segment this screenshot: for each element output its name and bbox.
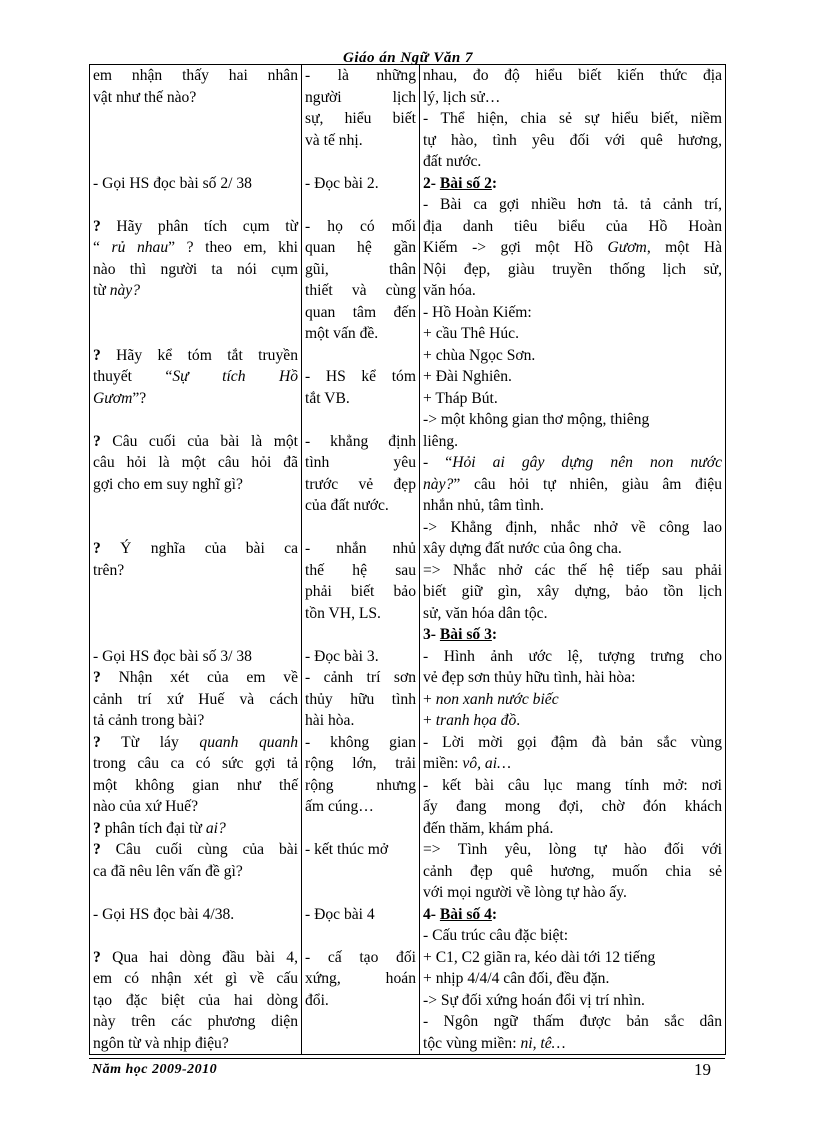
teacher-line [93,194,298,216]
content-line: + tranh họa đồ. [423,712,521,729]
teacher-line: “ rủ nhau” ? theo em, khi [93,239,298,256]
teacher-line: gợi cho em suy nghĩ gì? [93,475,243,493]
footer-rule [89,1058,725,1059]
teacher-line: ? phân tích đại từ ai? [93,819,226,837]
student-line: ấm cúng… [305,798,374,815]
teacher-cell [90,517,302,646]
student-line: tồn VH, LS. [305,604,381,622]
content-line: -> Khẳng định, nhắc nhở về công lao [423,518,722,536]
teacher-line: Gươm”? [93,389,147,407]
student-cell [302,839,420,947]
content-line: xây dựng đất nước của ông cha. [423,540,622,557]
table-row [90,646,726,732]
table-row [90,65,726,173]
student-cell [302,947,420,1055]
student-line: - họ có mối [305,217,416,235]
teacher-cell [90,732,302,840]
page-number: 19 [694,1060,711,1079]
teacher-cell [90,173,302,345]
table-row [90,173,726,345]
content-line: miền: vô, ai… [423,755,511,772]
lesson-table [89,64,726,1055]
table-row [90,345,726,431]
teacher-line: này trên các phương diện [93,1013,298,1030]
teacher-cell [90,65,302,173]
student-line: - Đọc bài 4 [305,905,375,923]
content-line: -> Sự đối xứng hoán đổi vị trí nhìn. [423,991,645,1009]
content-line: + Đài Nghiên. [423,368,512,385]
student-line [305,1033,416,1055]
content-cell [420,839,726,947]
student-line: thiết và cùng [305,282,416,299]
student-line: - là những [305,67,416,84]
teacher-line: - Gọi HS đọc bài 4/38. [93,905,235,923]
content-line: + C1, C2 giãn ra, kéo dài tới 12 tiếng [423,948,656,966]
content-line: liêng. [423,432,459,450]
content-line: biết giữ gìn, xây dựng, bảo tồn lịch [423,583,722,600]
content-line: - Lời mời gọi đậm đà bản sắc vùng [423,733,722,751]
content-line: nhau, đo độ hiểu biết kiến thức địa [423,67,722,84]
table-row [90,947,726,1055]
teacher-line: em có nhận xét gì về cấu [93,970,298,987]
content-cell [420,947,726,1055]
table-row [90,517,726,646]
teacher-line: ? Nhận xét của em về [93,669,298,686]
student-line: - HS kể tóm [305,368,416,385]
content-line: + cầu Thê Húc. [423,325,519,342]
teacher-line: ? Hãy phân tích cụm từ [93,217,298,235]
section-heading: 3- Bài số 3: [423,626,498,643]
teacher-line: vật như thế nào? [93,88,197,106]
student-cell [302,345,420,431]
student-cell [302,65,420,173]
content-line: - Hồ Hoàn Kiếm: [423,303,532,321]
content-line: - kết bài câu lục mang tính mở: nơi [423,776,722,794]
student-line [305,818,416,840]
content-line: + non xanh nước biếc [423,690,559,708]
teacher-line [93,108,298,130]
content-cell [420,431,726,517]
student-line: gũi, thân [305,260,416,278]
content-line: + nhịp 4/4/4 cân đối, đều đặn. [423,970,610,987]
content-line: với mọi người về lòng tự hào ấy. [423,884,627,901]
teacher-line: - Gọi HS đọc bài số 2/ 38 [93,174,252,192]
student-line [305,194,416,216]
student-line: phải biết bảo [305,583,416,600]
content-line: - Thể hiện, chia sẻ sự hiểu biết, niềm [423,110,722,127]
teacher-line: nào của xứ Huế? [93,798,198,815]
table-row [90,839,726,947]
teacher-line: ? Qua hai dòng đầu bài 4, [93,948,298,966]
table-row [90,431,726,517]
student-line: sự, hiểu biết [305,110,416,127]
teacher-line [93,302,298,324]
teacher-line [93,624,298,646]
student-cell [302,517,420,646]
teacher-line: - Gọi HS đọc bài số 3/ 38 [93,647,252,665]
student-line: một vấn đề. [305,325,379,342]
student-cell [302,431,420,517]
section-heading: 4- Bài số 4: [423,905,498,923]
student-line: rộng lớn, trải [305,755,416,772]
content-line: -> một không gian thơ mộng, thiêng [423,411,650,428]
content-line: đến thăm, khám phá. [423,819,554,837]
content-line: vẻ đẹp sơn thủy hữu tình, hài hòa: [423,669,636,686]
content-line: cảnh đẹp quê hương, muốn chia sẻ [423,862,722,880]
teacher-line [93,130,298,152]
student-line: tình yêu [305,454,416,471]
student-line: - khẳng định [305,432,416,450]
student-line: quan hệ gần [305,239,416,256]
footer-school-year: Năm học 2009-2010 [92,1062,218,1077]
student-line [305,345,416,367]
content-line: đất nước. [423,153,482,170]
teacher-line: từ này? [93,282,140,299]
teacher-line: ca đã nêu lên vấn đề gì? [93,862,243,880]
student-cell [302,646,420,732]
teacher-cell [90,431,302,517]
teacher-line [93,495,298,517]
content-cell [420,517,726,646]
teacher-line [93,925,298,947]
student-line [305,624,416,646]
content-line: địa danh tiêu biểu của Hồ Hoàn [423,217,722,235]
student-line: - kết thúc mở [305,841,389,858]
teacher-line: ? Câu cuối cùng của bài [93,841,298,858]
student-line: hài hòa. [305,712,355,729]
student-line: trước vẻ đẹp [305,475,416,493]
student-cell [302,173,420,345]
student-cell [302,732,420,840]
content-line: tộc vùng miền: ni, tê… [423,1034,566,1052]
content-cell [420,173,726,345]
content-line: - Cấu trúc câu đặc biệt: [423,927,569,944]
student-line: - cảnh trí sơn [305,669,416,686]
student-line: tắt VB. [305,389,350,407]
student-line [305,517,416,539]
student-line: - nhắn nhủ [305,540,416,557]
teacher-line [93,581,298,603]
student-line: - Đọc bài 2. [305,174,379,192]
content-line: này?” câu hỏi tự nhiên, giàu âm điệu [423,475,722,493]
content-line: ấy đang mong đợi, chờ đón khách [423,798,722,815]
teacher-line: trong câu ca có sức gợi tả [93,755,298,772]
student-line: quan tâm đến [305,303,416,321]
section-heading: 2- Bài số 2: [423,174,498,192]
teacher-line: em nhận thấy hai nhân [93,67,298,84]
teacher-line: một không gian như thế [93,776,298,794]
teacher-cell [90,646,302,732]
teacher-line [93,882,298,904]
content-line: + chùa Ngọc Sơn. [423,346,536,364]
teacher-line [93,151,298,173]
content-line: văn hóa. [423,282,476,299]
content-line: tự hào, tình yêu đối với quê hương, [423,131,722,149]
teacher-line: ngôn từ và nhịp điệu? [93,1034,229,1052]
teacher-line: ? Câu cuối của bài là một [93,432,298,450]
teacher-line: trên? [93,561,125,579]
student-line [305,1011,416,1033]
student-line [305,861,416,883]
student-line: thế hệ sau [305,561,416,579]
content-cell [420,732,726,840]
content-line: + Tháp Bút. [423,389,498,407]
content-line: lý, lịch sử… [423,88,501,106]
content-line: Kiếm -> gợi một Hồ Gươm, một Hà [423,239,722,256]
teacher-line: tả cảnh trong bài? [93,712,205,729]
content-cell [420,345,726,431]
student-line: rộng nhưng [305,776,416,794]
student-line: - không gian [305,733,416,751]
content-line: - Ngôn ngữ thấm được bản sắc dân [423,1013,722,1030]
student-line: - cấ tạo đối [305,948,416,966]
teacher-line [93,409,298,431]
teacher-line: thuyết “Sự tích Hồ [93,368,299,385]
teacher-line: tạo đặc biệt của hai dòng [93,991,298,1009]
content-line: => Tình yêu, lòng tự hào đối với [423,841,722,858]
student-line: và tế nhị. [305,131,363,149]
student-line: đổi. [305,991,329,1009]
teacher-line: ? Hãy kể tóm tắt truyền [93,346,298,364]
content-line: Nội đẹp, giàu truyền thống lịch sử, [423,260,722,278]
content-cell [420,65,726,173]
teacher-cell [90,839,302,947]
student-line: thủy hữu tình [305,690,416,708]
student-line [305,151,416,173]
teacher-line [93,603,298,625]
student-line [305,409,416,431]
teacher-cell [90,345,302,431]
content-line: sử, văn hóa dân tộc. [423,604,548,622]
teacher-line: ? Từ láy quanh quanh [93,733,298,751]
content-line: nhắn nhủ, tâm tình. [423,497,544,514]
content-line: - Bài ca gợi nhiều hơn tả. tả cảnh trí, [423,196,722,213]
teacher-line: ? Ý nghĩa của bài ca [93,540,298,557]
student-line [305,925,416,947]
table-row [90,732,726,840]
teacher-line: nào thì người ta nói cụm [93,260,298,278]
content-line: - “Hỏi ai gây dựng nên non nước [423,454,722,471]
student-line [305,882,416,904]
content-line: => Nhắc nhở các thế hệ tiếp sau phải [423,561,722,579]
content-cell [420,646,726,732]
teacher-line [93,517,298,539]
teacher-line: câu hỏi là một câu hỏi đã [93,454,298,471]
student-line: xứng, hoán [305,970,416,987]
student-line: - Đọc bài 3. [305,647,379,665]
student-line: người lịch [305,88,416,106]
page-header-title: Giáo án Ngữ Văn 7 [342,50,473,66]
content-line: - Hình ảnh ước lệ, tượng trưng cho [423,647,722,665]
teacher-cell [90,947,302,1055]
teacher-line: cảnh trí xứ Huế và cách [93,690,298,708]
student-line: của đất nước. [305,497,389,514]
